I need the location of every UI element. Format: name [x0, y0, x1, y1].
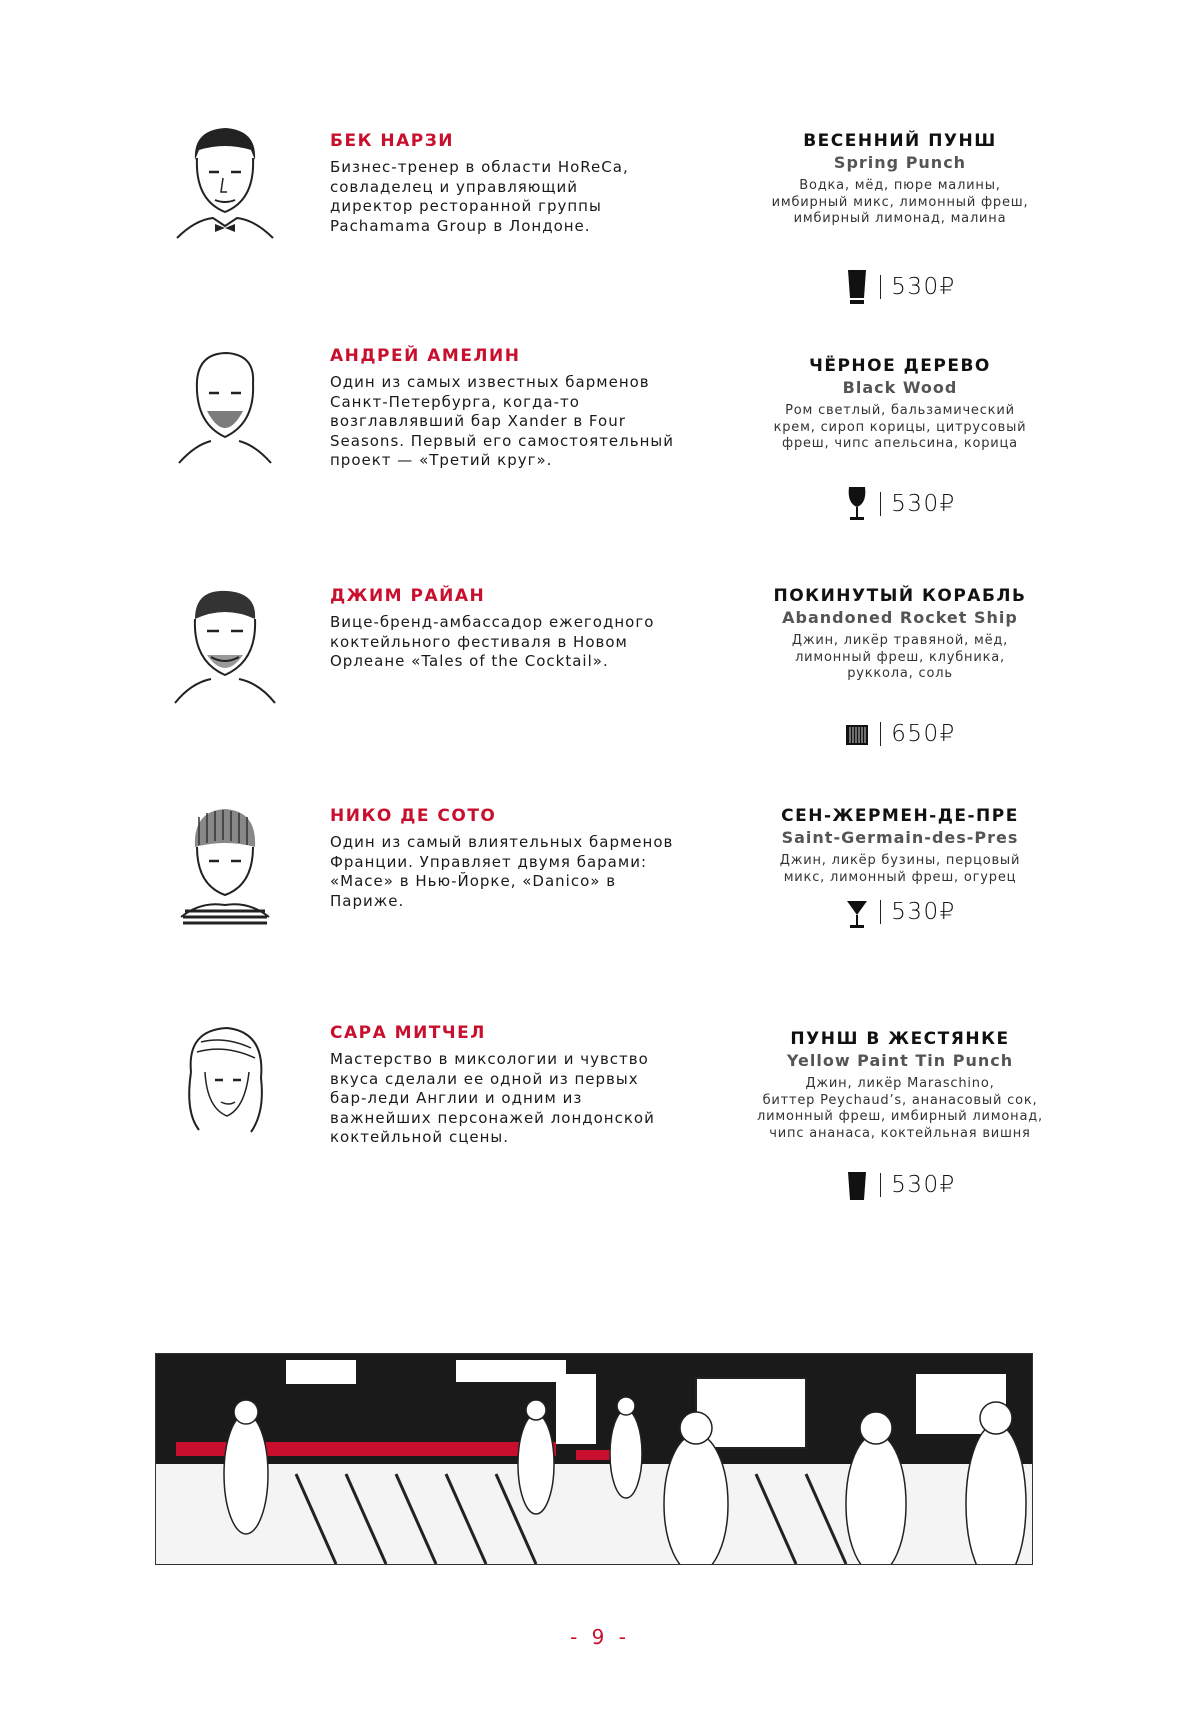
portrait-illustration: [165, 345, 285, 465]
bartender-name: АНДРЕЙ АМЕЛИН: [330, 346, 521, 366]
bartender-bio: Один из самых известных барменов Санкт-Петербурга, когда-то возглавлявший бар Xander в Four Seasons. Первый его самостоятельный проект — «Третий круг».: [330, 373, 674, 469]
drink-price: 530₽: [891, 899, 956, 925]
drink-price: 530₽: [891, 274, 956, 300]
tin-cup-icon: [844, 1166, 870, 1204]
drink-ingredients: Водка, мёд, пюре малины, имбирный микс, лимонный фреш, имбирный лимонад, малина: [771, 178, 1029, 226]
price-row: [740, 1166, 1060, 1204]
drink-name-ru: СЕН-ЖЕРМЕН-ДЕ-ПРЕ: [781, 806, 1019, 826]
portrait-illustration: [165, 120, 285, 240]
price-row: [740, 485, 1060, 523]
drink-name-en: Yellow Paint Tin Punch: [786, 1051, 1014, 1070]
drink: [740, 805, 1060, 925]
drink-price: 650₽: [891, 721, 956, 747]
drink-name-ru: ПОКИНУТЫЙ КОРАБЛЬ: [773, 586, 1027, 606]
drink-name-ru: ПУНШ В ЖЕСТЯНКЕ: [790, 1029, 1010, 1049]
divider: [880, 1173, 881, 1197]
highball-glass-icon: [844, 268, 870, 306]
bartender-name: БЕК НАРЗИ: [330, 131, 455, 151]
rocks-glass-icon: [844, 715, 870, 753]
price-row: [740, 715, 1060, 753]
drink-ingredients: Джин, ликёр бузины, перцовый микс, лимонный фреш, огурец: [779, 853, 1021, 885]
drink-name-en: Abandoned Rocket Ship: [782, 608, 1018, 627]
drink-name-en: Black Wood: [842, 378, 958, 397]
divider: [880, 900, 881, 924]
drink-name-ru: ЧЁРНОЕ ДЕРЕВО: [809, 356, 991, 376]
street-scene-drawing: [156, 1354, 1032, 1564]
divider: [880, 492, 881, 516]
bio: [330, 585, 710, 672]
drink-name-ru: ВЕСЕННИЙ ПУНШ: [803, 131, 997, 151]
bartender-bio: Один из самый влиятельных барменов Франции. Управляет двумя барами: «Mace» в Нью-Йорке, «Danico» в Париже.: [330, 833, 674, 910]
bartender-bio: Бизнес-тренер в области HoReCa, совладелец и управляющий директор ресторанной группы Pachamama Group в Лондоне.: [330, 158, 629, 235]
drink: [740, 130, 1060, 300]
portrait-illustration: [165, 585, 285, 705]
bartender-name: САРА МИТЧЕЛ: [330, 1023, 486, 1043]
bio: [330, 130, 710, 236]
bio: [330, 1022, 710, 1148]
divider: [880, 722, 881, 746]
drink-price: 530₽: [891, 491, 956, 517]
drink: [740, 585, 1060, 747]
street-scene-illustration: [155, 1353, 1033, 1565]
drink-ingredients: Джин, ликёр травяной, мёд, лимонный фреш, клубника, руккола, соль: [791, 633, 1009, 681]
drink-price: 530₽: [891, 1172, 956, 1198]
price-row: [740, 268, 1060, 306]
bartender-name: ДЖИМ РАЙАН: [330, 586, 486, 606]
drink: [740, 355, 1060, 517]
page-number: - 9 -: [570, 1625, 630, 1649]
drink-ingredients: Джин, ликёр Maraschino, биттер Peychaud’s, ананасовый сок, лимонный фреш, имбирный лимонад, чипс ананаса, коктейльная вишня: [757, 1076, 1043, 1141]
bartender-bio: Мастерство в миксологии и чувство вкуса сделали ее одной из первых бар-леди Англии и одним из важнейших персонажей лондонской коктейльной сцены.: [330, 1050, 655, 1146]
price-row: [740, 893, 1060, 931]
drink-name-en: Spring Punch: [833, 153, 967, 172]
bio: [330, 805, 710, 911]
divider: [880, 275, 881, 299]
drink-ingredients: Ром светлый, бальзамический крем, сироп корицы, цитрусовый фреш, чипс апельсина, корица: [773, 403, 1027, 451]
drink-name-en: Saint-Germain-des-Pres: [781, 828, 1019, 847]
bartender-name: НИКО ДЕ СОТО: [330, 806, 497, 826]
portrait-illustration: [165, 1022, 285, 1142]
bartender-bio: Вице-бренд-амбассадор ежегодного коктейльного фестиваля в Новом Орлеане «Tales of the Cocktail».: [330, 613, 655, 670]
martini-glass-icon: [844, 893, 870, 931]
drink: [740, 1028, 1060, 1198]
wine-glass-icon: [844, 485, 870, 523]
bio: [330, 345, 710, 471]
portrait-illustration: [165, 805, 285, 925]
